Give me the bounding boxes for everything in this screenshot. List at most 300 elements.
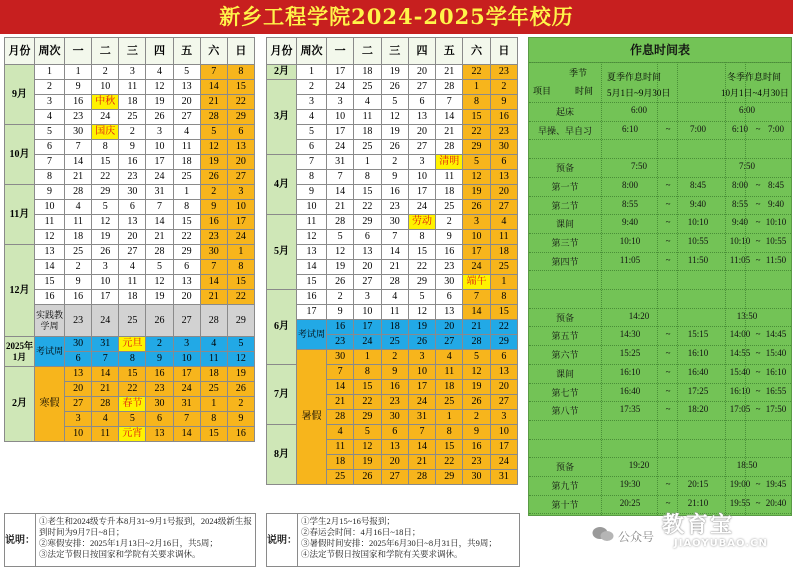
day-cell: 26 xyxy=(381,80,408,95)
day-cell: 30 xyxy=(65,337,92,352)
day-cell: 8 xyxy=(463,95,490,110)
day-cell: 22 xyxy=(227,290,254,305)
left-notes xyxy=(4,513,256,567)
week-cell: 13 xyxy=(35,245,65,260)
tilde: ~ xyxy=(665,254,671,265)
tilde: ~ xyxy=(665,179,671,190)
summer-range: 5月1日~9月30日 xyxy=(607,88,671,98)
week-cell: 实践教学周 xyxy=(35,305,65,337)
day-cell: 6 xyxy=(227,125,254,140)
week-cell: 10 xyxy=(35,200,65,215)
day-cell: 5 xyxy=(119,412,146,427)
day-cell: 19 xyxy=(463,380,490,395)
day-cell: 6 xyxy=(408,95,435,110)
day-cell: 22 xyxy=(436,455,463,470)
month-cell: 3月 xyxy=(267,80,297,155)
day-cell: 30 xyxy=(327,350,354,365)
day-header: 一 xyxy=(65,38,92,65)
day-cell: 24 xyxy=(327,140,354,155)
summer-start: 16:10 xyxy=(619,366,641,377)
day-cell: 28 xyxy=(408,470,435,485)
day-cell: 16 xyxy=(381,380,408,395)
day-cell: 10 xyxy=(408,365,435,380)
day-cell: 16 xyxy=(119,155,146,170)
winter-end: 10:10 xyxy=(765,217,787,228)
day-cell: 2 xyxy=(146,337,173,352)
day-cell: 20 xyxy=(490,380,517,395)
winter-start: 6:10 xyxy=(731,123,748,134)
day-cell: 8 xyxy=(119,352,146,367)
day-cell: 28 xyxy=(146,245,173,260)
day-cell: 25 xyxy=(490,260,517,275)
day-cell: 8 xyxy=(92,140,119,155)
day-cell: 19 xyxy=(200,155,227,170)
day-cell: 8 xyxy=(436,425,463,440)
day-cell: 5 xyxy=(354,425,381,440)
day-cell: 6 xyxy=(65,352,92,367)
week-cell: 14 xyxy=(297,260,327,275)
day-cell: 7 xyxy=(200,260,227,275)
day-cell: 22 xyxy=(408,260,435,275)
day-cell: 20 xyxy=(173,95,200,110)
day-cell: 20 xyxy=(227,155,254,170)
day-cell: 1 xyxy=(173,185,200,200)
day-cell: 17 xyxy=(327,65,354,80)
day-cell: 23 xyxy=(146,382,173,397)
day-cell: 24 xyxy=(490,455,517,470)
week-cell: 1 xyxy=(297,65,327,80)
day-cell: 10 xyxy=(490,425,517,440)
winter-time: 18:50 xyxy=(736,460,758,471)
day-cell: 15 xyxy=(354,380,381,395)
day-cell: 7 xyxy=(436,95,463,110)
schedule-item-name: 第九节 xyxy=(551,481,579,491)
day-cell: 16 xyxy=(227,427,254,442)
week-cell: 7 xyxy=(35,155,65,170)
day-cell: 23 xyxy=(327,335,354,350)
day-cell: 1 xyxy=(490,275,517,290)
schedule-item-name: 预备 xyxy=(555,462,574,473)
schedule-item-name: 第五节 xyxy=(551,331,579,342)
day-cell: 21 xyxy=(327,395,354,410)
day-cell: 27 xyxy=(65,397,92,412)
day-cell: 2 xyxy=(65,260,92,275)
day-cell: 22 xyxy=(173,230,200,245)
day-cell: 9 xyxy=(227,412,254,427)
week-cell: 9 xyxy=(297,185,327,200)
day-cell: 30 xyxy=(463,470,490,485)
day-cell: 5 xyxy=(408,290,435,305)
tilde: ~ xyxy=(665,329,671,340)
day-cell: 25 xyxy=(327,470,354,485)
day-cell: 28 xyxy=(327,410,354,425)
day-cell: 24 xyxy=(173,382,200,397)
week-cell: 15 xyxy=(297,275,327,290)
day-cell: 27 xyxy=(119,245,146,260)
day-cell: 9 xyxy=(119,140,146,155)
week-cell: 3 xyxy=(297,95,327,110)
day-cell: 10 xyxy=(227,200,254,215)
day-cell: 24 xyxy=(408,395,435,410)
day-cell: 14 xyxy=(200,80,227,95)
tilde: ~ xyxy=(755,385,761,396)
day-cell: 12 xyxy=(146,80,173,95)
day-cell: 28 xyxy=(381,275,408,290)
day-cell: 17 xyxy=(463,245,490,260)
day-cell: 1 xyxy=(354,155,381,170)
day-cell: 15 xyxy=(173,215,200,230)
day-cell: 7 xyxy=(408,425,435,440)
tilde: ~ xyxy=(755,497,761,508)
day-header: 三 xyxy=(381,38,408,65)
day-cell: 6 xyxy=(490,155,517,170)
winter-start: 8:55 xyxy=(731,198,748,209)
day-cell: 18 xyxy=(436,185,463,200)
schedule-item-name: 预备 xyxy=(555,163,574,174)
week-header: 周次 xyxy=(297,38,327,65)
week-cell: 13 xyxy=(297,245,327,260)
schedule-item-name: 第四节 xyxy=(551,256,579,267)
winter-end: 19:45 xyxy=(765,479,787,489)
day-cell: 22 xyxy=(92,170,119,185)
day-cell: 29 xyxy=(227,305,254,337)
day-cell: 2 xyxy=(119,125,146,140)
day-cell: 18 xyxy=(327,455,354,470)
day-cell: 4 xyxy=(200,337,227,352)
day-cell: 11 xyxy=(119,275,146,290)
day-cell: 23 xyxy=(490,125,517,140)
day-cell: 4 xyxy=(354,95,381,110)
day-cell: 5 xyxy=(92,200,119,215)
day-cell: 27 xyxy=(408,140,435,155)
week-cell: 9 xyxy=(35,185,65,200)
day-header: 二 xyxy=(354,38,381,65)
day-cell: 10 xyxy=(65,427,92,442)
day-cell: 23 xyxy=(65,110,92,125)
day-cell: 7 xyxy=(200,65,227,80)
day-cell: 14 xyxy=(408,440,435,455)
day-cell: 27 xyxy=(408,80,435,95)
day-cell: 27 xyxy=(381,470,408,485)
day-cell: 2 xyxy=(463,410,490,425)
day-cell: 20 xyxy=(381,455,408,470)
tilde: ~ xyxy=(755,479,761,489)
summer-end: 8:45 xyxy=(689,179,706,190)
day-cell: 28 xyxy=(200,110,227,125)
summer-end: 16:10 xyxy=(687,348,709,359)
day-cell: 6 xyxy=(354,230,381,245)
winter-start: 10:10 xyxy=(729,235,751,246)
winter-start: 11:05 xyxy=(729,254,751,265)
day-cell: 18 xyxy=(119,95,146,110)
day-cell: 5 xyxy=(173,65,200,80)
day-cell: 3 xyxy=(227,185,254,200)
day-cell: 13 xyxy=(408,110,435,125)
day-cell: 17 xyxy=(227,215,254,230)
day-header: 五 xyxy=(173,38,200,65)
day-header: 三 xyxy=(119,38,146,65)
day-cell: 9 xyxy=(381,365,408,380)
day-cell: 16 xyxy=(200,215,227,230)
day-cell: 20 xyxy=(119,230,146,245)
tilde: ~ xyxy=(755,366,761,377)
day-cell: 15 xyxy=(354,185,381,200)
day-cell: 26 xyxy=(354,470,381,485)
summer-end: 21:10 xyxy=(687,497,709,508)
day-header: 六 xyxy=(463,38,490,65)
day-cell: 23 xyxy=(381,200,408,215)
day-cell: 2 xyxy=(227,397,254,412)
day-cell: 19 xyxy=(463,185,490,200)
day-cell: 27 xyxy=(173,305,200,337)
day-cell: 9 xyxy=(490,95,517,110)
winter-start: 16:10 xyxy=(729,385,751,396)
day-cell: 23 xyxy=(200,230,227,245)
day-cell: 11 xyxy=(436,170,463,185)
day-cell: 7 xyxy=(327,365,354,380)
day-cell: 11 xyxy=(119,80,146,95)
day-cell: 12 xyxy=(200,140,227,155)
summer-end: 17:25 xyxy=(687,385,709,396)
day-cell: 14 xyxy=(65,155,92,170)
day-cell: 中秋 xyxy=(92,95,119,110)
tilde: ~ xyxy=(665,198,671,209)
tilde: ~ xyxy=(665,497,671,508)
day-cell: 10 xyxy=(327,110,354,125)
right-notes xyxy=(266,513,520,567)
day-cell: 30 xyxy=(146,397,173,412)
day-cell: 28 xyxy=(436,140,463,155)
schedule-item-name: 课间 xyxy=(555,219,574,230)
day-cell: 29 xyxy=(173,245,200,260)
day-cell: 9 xyxy=(65,275,92,290)
day-cell: 22 xyxy=(119,382,146,397)
day-cell: 5 xyxy=(146,260,173,275)
day-cell: 19 xyxy=(354,455,381,470)
month-cell: 8月 xyxy=(267,425,297,485)
tilde: ~ xyxy=(755,198,761,209)
week-cell: 14 xyxy=(35,260,65,275)
summer-start: 14:30 xyxy=(619,329,641,340)
day-cell: 7 xyxy=(173,412,200,427)
tilde: ~ xyxy=(665,404,671,415)
day-cell: 5 xyxy=(381,95,408,110)
summer-end: 20:15 xyxy=(687,479,709,489)
day-cell: 4 xyxy=(65,200,92,215)
summer-header: 夏季作息时间 xyxy=(607,72,662,82)
schedule-item-name: 第十节 xyxy=(551,499,579,510)
day-cell: 17 xyxy=(354,320,381,335)
winter-start: 8:00 xyxy=(731,179,748,190)
week-cell: 12 xyxy=(297,230,327,245)
day-cell: 25 xyxy=(381,335,408,350)
day-cell: 1 xyxy=(65,65,92,80)
day-cell: 21 xyxy=(327,200,354,215)
day-cell: 29 xyxy=(354,410,381,425)
day-cell: 25 xyxy=(119,110,146,125)
week-cell: 7 xyxy=(297,155,327,170)
day-cell: 2 xyxy=(490,80,517,95)
week-cell: 10 xyxy=(297,200,327,215)
summer-end: 15:15 xyxy=(687,329,709,340)
day-cell: 8 xyxy=(354,170,381,185)
day-cell: 26 xyxy=(381,140,408,155)
day-cell: 21 xyxy=(146,230,173,245)
day-cell: 26 xyxy=(146,305,173,337)
day-cell: 1 xyxy=(463,80,490,95)
day-cell: 21 xyxy=(463,320,490,335)
winter-time: 13:50 xyxy=(736,310,758,321)
day-cell: 21 xyxy=(408,455,435,470)
calendar-title: 新乡工程学院2024-2025学年校历 xyxy=(0,0,793,34)
day-cell: 18 xyxy=(200,367,227,382)
month-header: 月份 xyxy=(267,38,297,65)
day-cell: 11 xyxy=(65,215,92,230)
day-cell: 7 xyxy=(92,352,119,367)
day-cell: 14 xyxy=(92,367,119,382)
day-cell: 11 xyxy=(200,352,227,367)
day-cell: 20 xyxy=(354,260,381,275)
day-cell: 27 xyxy=(436,335,463,350)
item-header: 项目 xyxy=(533,86,552,96)
day-cell: 7 xyxy=(65,140,92,155)
schedule-panel xyxy=(528,37,792,516)
day-cell: 10 xyxy=(354,305,381,320)
day-cell: 16 xyxy=(327,320,354,335)
day-cell: 27 xyxy=(227,170,254,185)
day-cell: 4 xyxy=(436,350,463,365)
day-cell: 24 xyxy=(463,260,490,275)
schedule-item-name: 第六节 xyxy=(551,350,579,361)
winter-header: 冬季作息时间 xyxy=(727,72,782,82)
week-cell: 1 xyxy=(35,65,65,80)
day-cell: 20 xyxy=(490,185,517,200)
note-line: ①学生2月15~16号报到； xyxy=(301,516,395,526)
day-cell: 22 xyxy=(463,125,490,140)
day-cell: 11 xyxy=(381,305,408,320)
day-cell: 6 xyxy=(490,350,517,365)
day-cell: 22 xyxy=(463,65,490,80)
summer-start: 9:40 xyxy=(621,217,638,228)
winter-time: 7:50 xyxy=(738,161,755,172)
day-cell: 7 xyxy=(146,200,173,215)
day-cell: 26 xyxy=(146,110,173,125)
day-cell: 24 xyxy=(327,80,354,95)
day-cell: 30 xyxy=(119,185,146,200)
day-cell: 15 xyxy=(227,275,254,290)
winter-end: 14:45 xyxy=(765,329,787,340)
day-cell: 25 xyxy=(173,170,200,185)
schedule-item-name: 课间 xyxy=(555,368,574,379)
day-cell: 4 xyxy=(173,125,200,140)
day-cell: 2 xyxy=(92,65,119,80)
week-cell: 17 xyxy=(297,305,327,320)
day-cell: 18 xyxy=(119,290,146,305)
day-cell: 13 xyxy=(146,427,173,442)
summer-end: 9:40 xyxy=(689,198,706,209)
winter-start: 9:40 xyxy=(731,217,748,228)
summer-start: 17:35 xyxy=(619,404,641,415)
day-cell: 9 xyxy=(146,352,173,367)
day-cell: 30 xyxy=(381,215,408,230)
day-cell: 劳动 xyxy=(408,215,435,230)
day-cell: 15 xyxy=(92,155,119,170)
day-cell: 9 xyxy=(200,200,227,215)
day-cell: 9 xyxy=(436,230,463,245)
day-cell: 国庆 xyxy=(92,125,119,140)
day-cell: 30 xyxy=(490,140,517,155)
week-cell: 8 xyxy=(35,170,65,185)
week-cell: 3 xyxy=(35,95,65,110)
day-cell: 3 xyxy=(146,125,173,140)
day-cell: 25 xyxy=(119,305,146,337)
day-cell: 5 xyxy=(463,155,490,170)
day-cell: 10 xyxy=(173,352,200,367)
day-cell: 15 xyxy=(119,367,146,382)
day-cell: 16 xyxy=(463,440,490,455)
day-cell: 8 xyxy=(227,65,254,80)
day-cell: 21 xyxy=(65,170,92,185)
day-cell: 25 xyxy=(65,245,92,260)
day-cell: 29 xyxy=(227,110,254,125)
summer-end: 18:20 xyxy=(687,404,709,415)
tilde: ~ xyxy=(665,348,671,359)
day-cell: 9 xyxy=(327,305,354,320)
tilde: ~ xyxy=(665,479,671,489)
winter-start: 19:55 xyxy=(729,497,751,508)
week-cell: 5 xyxy=(35,125,65,140)
winter-start: 14:55 xyxy=(729,348,751,359)
day-cell: 13 xyxy=(65,367,92,382)
day-header: 二 xyxy=(92,38,119,65)
month-cell: 2月 xyxy=(5,367,35,442)
day-cell: 2 xyxy=(381,350,408,365)
day-cell: 12 xyxy=(463,170,490,185)
summer-end: 11:50 xyxy=(687,254,709,265)
day-cell: 31 xyxy=(327,155,354,170)
day-cell: 15 xyxy=(227,80,254,95)
day-cell: 10 xyxy=(463,230,490,245)
day-cell: 7 xyxy=(327,170,354,185)
day-cell: 27 xyxy=(173,110,200,125)
day-cell: 26 xyxy=(463,395,490,410)
day-cell: 19 xyxy=(92,230,119,245)
summer-end: 7:00 xyxy=(689,123,706,134)
day-cell: 5 xyxy=(227,337,254,352)
day-cell: 12 xyxy=(463,365,490,380)
day-cell: 4 xyxy=(381,290,408,305)
day-cell: 14 xyxy=(327,380,354,395)
day-cell: 14 xyxy=(327,185,354,200)
day-cell: 17 xyxy=(173,367,200,382)
day-cell: 19 xyxy=(327,260,354,275)
day-cell: 17 xyxy=(490,440,517,455)
tilde: ~ xyxy=(755,404,761,415)
day-header: 五 xyxy=(436,38,463,65)
day-cell: 18 xyxy=(173,155,200,170)
day-cell: 30 xyxy=(436,275,463,290)
day-cell: 9 xyxy=(381,170,408,185)
day-cell: 12 xyxy=(354,440,381,455)
month-cell: 9月 xyxy=(5,65,35,125)
winter-end: 10:55 xyxy=(765,235,787,246)
week-cell: 6 xyxy=(35,140,65,155)
day-cell: 23 xyxy=(490,65,517,80)
day-cell: 10 xyxy=(408,170,435,185)
winter-start: 15:40 xyxy=(729,366,751,377)
day-cell: 26 xyxy=(200,170,227,185)
day-cell: 31 xyxy=(146,185,173,200)
